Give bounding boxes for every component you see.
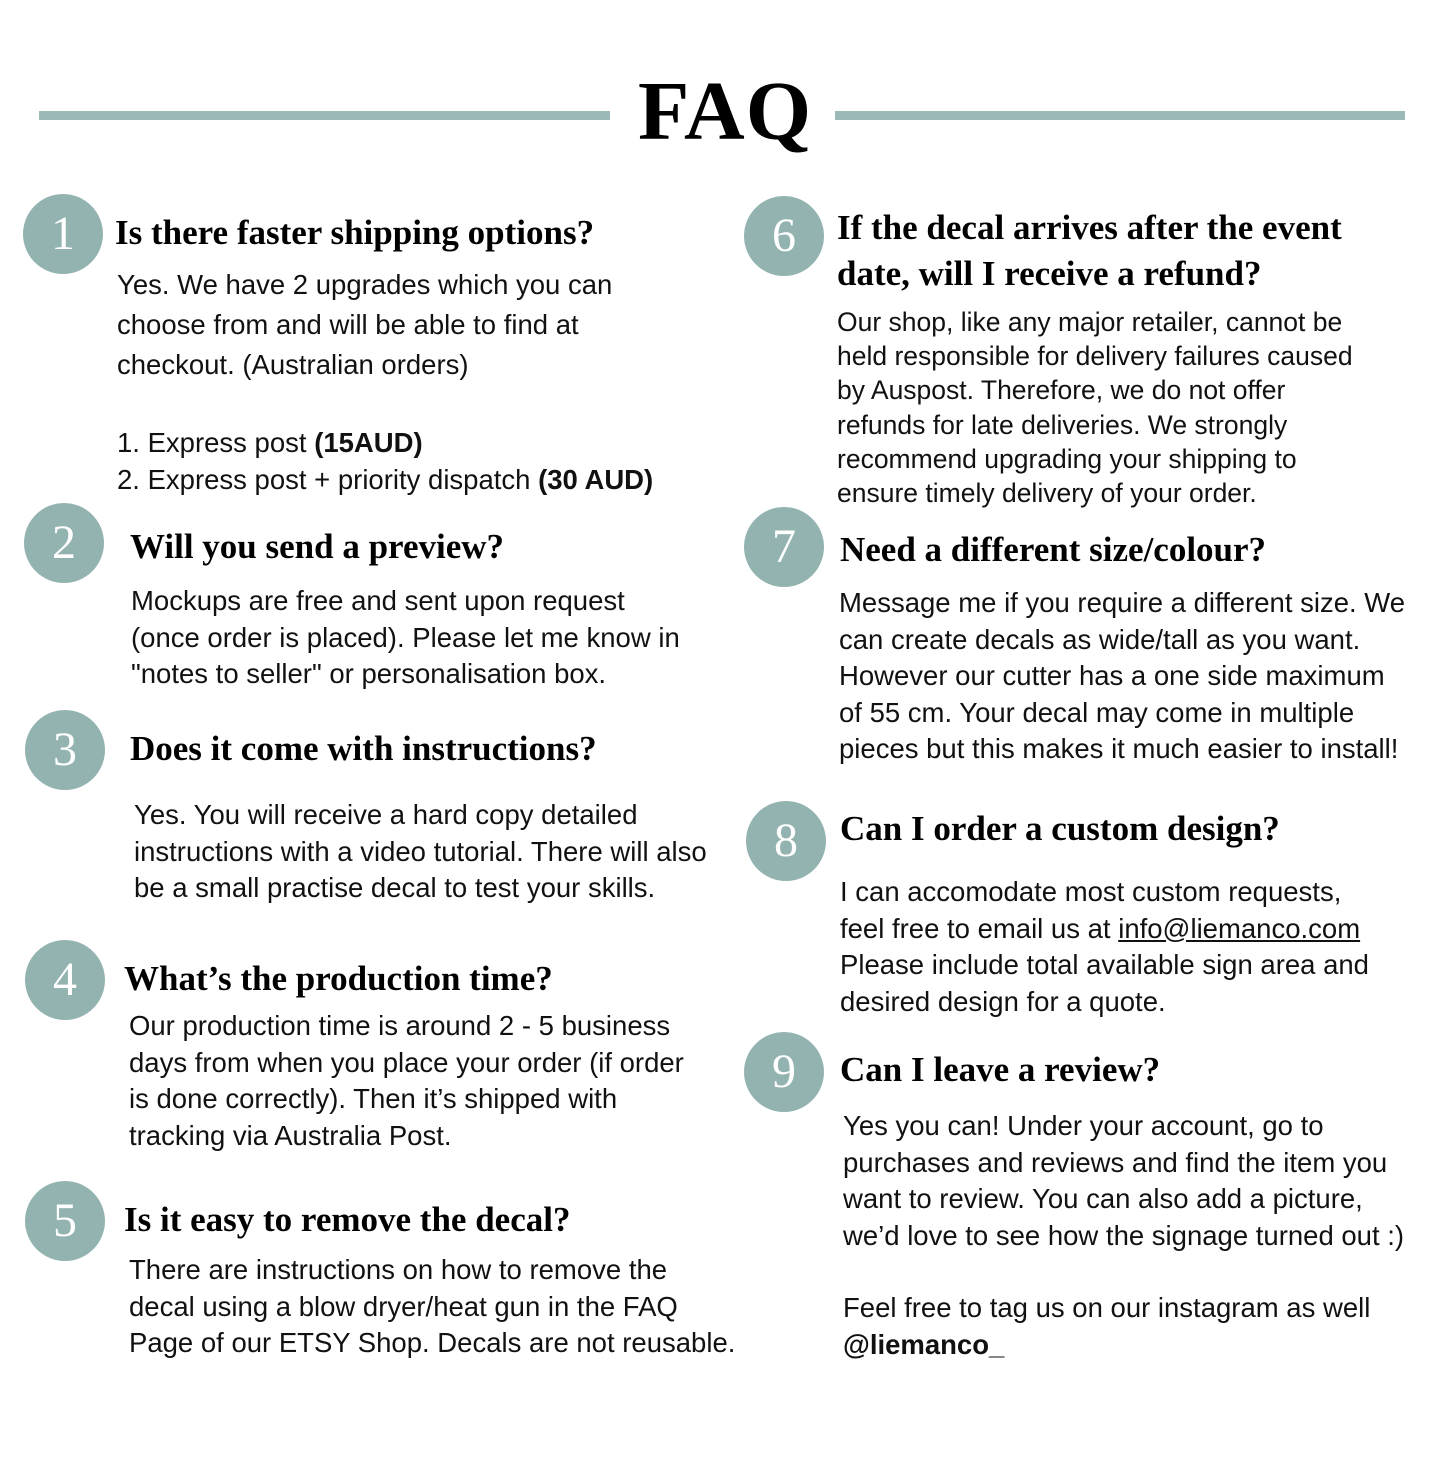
faq-question: Need a different size/colour? [840, 530, 1267, 569]
shipping-option: 1. Express post (15AUD) [117, 427, 423, 458]
email-link[interactable]: info@liemanco.com [1118, 912, 1361, 944]
faq-number-badge: 4 [25, 940, 105, 1020]
faq-question: Does it come with instructions? [130, 729, 597, 768]
faq-question: Will you send a preview? [130, 527, 505, 566]
faq-number-badge: 2 [24, 503, 104, 583]
instagram-handle[interactable]: @liemanco_ [843, 1328, 1005, 1360]
page-title: FAQ [637, 65, 813, 158]
shipping-options-list [117, 425, 653, 498]
faq-question: Is it easy to remove the decal? [124, 1200, 571, 1239]
faq-answer: There are instructions on how to remove the decal using a blow dryer/heat gun in the FAQ Page of our ETSY Shop. Decals are not reusable. [129, 1254, 736, 1358]
faq-number-badge: 7 [744, 507, 824, 587]
faq-question: Can I leave a review? [840, 1050, 1161, 1089]
header-rule-right [835, 111, 1405, 120]
faq-answer: Yes. We have 2 upgrades which you can choose from and will be able to find at checkout. (Australian orders) [117, 269, 613, 380]
faq-number-badge: 8 [746, 801, 826, 881]
shipping-option: 2. Express post + priority dispatch (30 AUD) [117, 463, 654, 495]
faq-question: Is there faster shipping options? [115, 213, 595, 252]
faq-question: What’s the production time? [124, 959, 553, 998]
faq-answer: Our production time is around 2 - 5 business days from when you place your order (if order is done correctly). Then it’s shipped with tracking via Australia Post. [129, 1010, 684, 1151]
faq-number-badge: 6 [744, 196, 824, 276]
faq-answer: Yes you can! Under your account, go to purchases and reviews and find the item you want to review. You can also add a picture, we’d love to see how the signage turned out :) Feel free to tag us on our instagram as well @liemanco_ [843, 1110, 1405, 1360]
faq-answer: Our shop, like any major retailer, cannot be held responsible for delivery failures caused by Auspost. Therefore, we do not offer refunds for late deliveries. We strongly recommend upgrading your shipping to ensure timely delivery of your order. [837, 307, 1353, 509]
faq-question: If the decal arrives after the event date, will I receive a refund? [837, 208, 1342, 293]
faq-answer: I can accomodate most custom requests, feel free to email us at info@liemanco.com Please include total available sign area and desired design for a quote. [840, 876, 1369, 1017]
faq-question: Can I order a custom design? [840, 809, 1280, 848]
header-rule-left [39, 111, 610, 120]
faq-answer: Mockups are free and sent upon request (once order is placed). Please let me know in "notes to seller" or personalisation box. [131, 585, 680, 689]
faq-number-badge: 9 [744, 1032, 824, 1112]
faq-answer: Yes. You will receive a hard copy detailed instructions with a video tutorial. There will also be a small practise decal to test your skills. [134, 799, 707, 903]
faq-number-badge: 3 [25, 710, 105, 790]
faq-answer: Message me if you require a different size. We can create decals as wide/tall as you want. However our cutter has a one side maximum of 55 cm. Your decal may come in multiple pieces but this makes it much easier to install! [839, 587, 1406, 764]
faq-number-badge: 1 [23, 194, 103, 274]
faq-number-badge: 5 [25, 1181, 105, 1261]
